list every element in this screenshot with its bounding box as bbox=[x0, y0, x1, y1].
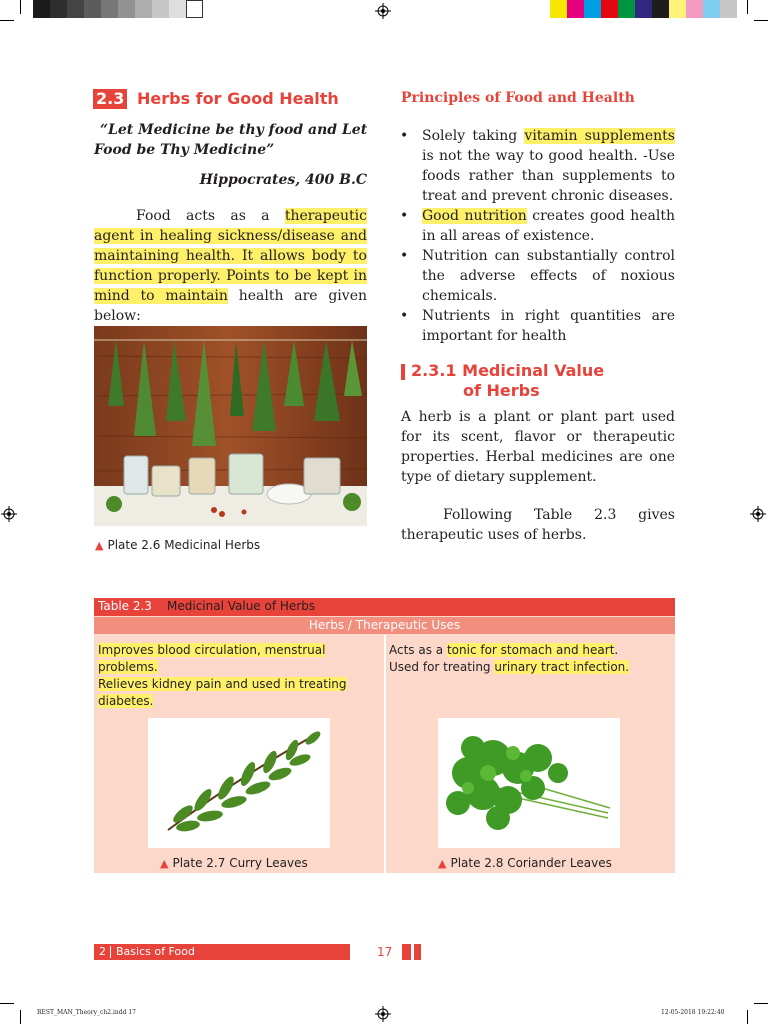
herb-definition-paragraph: A herb is a plant or plant part used for its scent, flavor or therapeutic properties. Herbal medicines are one type of dietary supplement. bbox=[401, 409, 675, 485]
footer-chapter-title: Basics of Food bbox=[116, 945, 195, 958]
intro-text: Food acts as a bbox=[136, 208, 285, 224]
intro-paragraph bbox=[94, 206, 367, 326]
crop-mark bbox=[0, 1003, 14, 1004]
list-item-text: Nutrition can substantially control the adverse effects of noxious chemicals. bbox=[422, 248, 675, 304]
list-item bbox=[400, 206, 675, 246]
coriander-use-text: Acts as a bbox=[389, 643, 447, 657]
registration-target-icon bbox=[1, 506, 17, 522]
grayscale-registration-bar bbox=[33, 0, 203, 18]
subsection-marker bbox=[401, 364, 405, 380]
list-item-highlight: Good nutrition bbox=[422, 208, 527, 224]
list-item-text: Nutrients in right quantities are important for health bbox=[422, 308, 675, 344]
list-item-text: Solely taking bbox=[422, 128, 525, 144]
quote-author: Hippocrates, 400 B.C bbox=[199, 172, 367, 188]
quote-text: “Let Medicine be thy food and Let Food be Thy Medicine” bbox=[94, 122, 368, 158]
list-item-text-end: is not the way to good health. -Use foods rather than supplements to treat and prevent chronic diseases. bbox=[422, 148, 675, 204]
plate-2-7-caption bbox=[160, 856, 308, 870]
table-header: Herbs / Therapeutic Uses bbox=[94, 617, 675, 634]
registration-target-icon bbox=[375, 1006, 391, 1022]
plate-2-8-caption-text: Plate 2.8 Coriander Leaves bbox=[450, 856, 612, 870]
medicinal-herbs-photo bbox=[94, 326, 367, 526]
plate-2-7-caption-text: Plate 2.7 Curry Leaves bbox=[172, 856, 308, 870]
crop-mark bbox=[747, 0, 748, 14]
curry-use-line: Relieves kidney pain and used in treating bbox=[98, 677, 347, 691]
curry-leaves-photo bbox=[148, 718, 330, 848]
plate-2-8-caption bbox=[438, 856, 612, 870]
crop-mark bbox=[20, 1010, 21, 1024]
curry-use-line: diabetes. bbox=[98, 694, 154, 708]
page-number: 17 bbox=[377, 945, 393, 959]
principles-heading: Principles of Food and Health bbox=[401, 90, 635, 106]
triangle-icon: ▲ bbox=[95, 539, 104, 552]
coriander-use-highlight: tonic for stomach and heart bbox=[446, 643, 615, 657]
triangle-icon: ▲ bbox=[438, 857, 447, 870]
crop-mark bbox=[754, 1003, 768, 1004]
crop-mark bbox=[754, 20, 768, 21]
principles-list bbox=[400, 126, 675, 346]
triangle-icon: ▲ bbox=[160, 857, 169, 870]
color-registration-bar bbox=[550, 0, 737, 18]
footer-page-block bbox=[402, 944, 411, 960]
plate-2-6-caption bbox=[95, 538, 260, 552]
list-item-text-end: creates good health in all areas of existence. bbox=[422, 208, 675, 244]
subsection-number: 2.3.1 bbox=[411, 361, 457, 380]
table-title: Medicinal Value of Herbs bbox=[167, 599, 316, 613]
plate-2-6-caption-text: Plate 2.6 Medicinal Herbs bbox=[107, 538, 261, 552]
section-title: Herbs for Good Health bbox=[137, 89, 339, 108]
intro-text-end: health are given below: bbox=[94, 288, 367, 324]
print-slug-file: REST_MAN_Theory_ch2.indd 17 bbox=[37, 1009, 136, 1016]
curry-leaves-uses bbox=[98, 642, 378, 710]
list-item bbox=[400, 126, 675, 206]
footer-chapter-number: 2 bbox=[99, 945, 106, 958]
list-item bbox=[400, 306, 675, 346]
section-number: 2.3 bbox=[93, 89, 127, 109]
crop-mark bbox=[747, 1010, 748, 1024]
footer-page-block bbox=[414, 944, 421, 960]
table-label: Table 2.3 bbox=[98, 599, 152, 613]
coriander-use-text: . bbox=[614, 643, 619, 657]
footer-separator bbox=[110, 946, 111, 958]
registration-target-icon bbox=[375, 3, 391, 19]
subsection-heading bbox=[411, 361, 604, 401]
crop-mark bbox=[20, 0, 21, 14]
intro-highlight: therapeutic agent in healing sickness/disease and maintaining health. It allows body to function properly. Points to be kept in mind to maintain bbox=[94, 208, 367, 304]
table-column-divider bbox=[384, 635, 386, 873]
subsection-title-line2: of Herbs bbox=[463, 381, 540, 400]
list-item bbox=[400, 246, 675, 306]
registration-target-icon bbox=[750, 506, 766, 522]
crop-mark bbox=[0, 20, 14, 21]
subsection-title-line1: Medicinal Value bbox=[462, 361, 605, 380]
print-slug-timestamp: 12-05-2018 19:22:40 bbox=[661, 1009, 725, 1016]
coriander-leaves-uses bbox=[389, 642, 671, 676]
medicinal-herbs-table bbox=[94, 598, 675, 873]
coriander-leaves-photo bbox=[438, 718, 620, 848]
curry-use-line: Improves blood circulation, menstrual bbox=[98, 643, 326, 657]
list-item-highlight: vitamin supplements bbox=[524, 128, 675, 144]
curry-use-line: problems. bbox=[98, 660, 158, 674]
coriander-use-highlight: urinary tract infection. bbox=[494, 660, 630, 674]
coriander-use-text: Used for treating bbox=[389, 660, 495, 674]
table-intro-paragraph: Following Table 2.3 gives therapeutic uses of herbs. bbox=[401, 507, 675, 543]
